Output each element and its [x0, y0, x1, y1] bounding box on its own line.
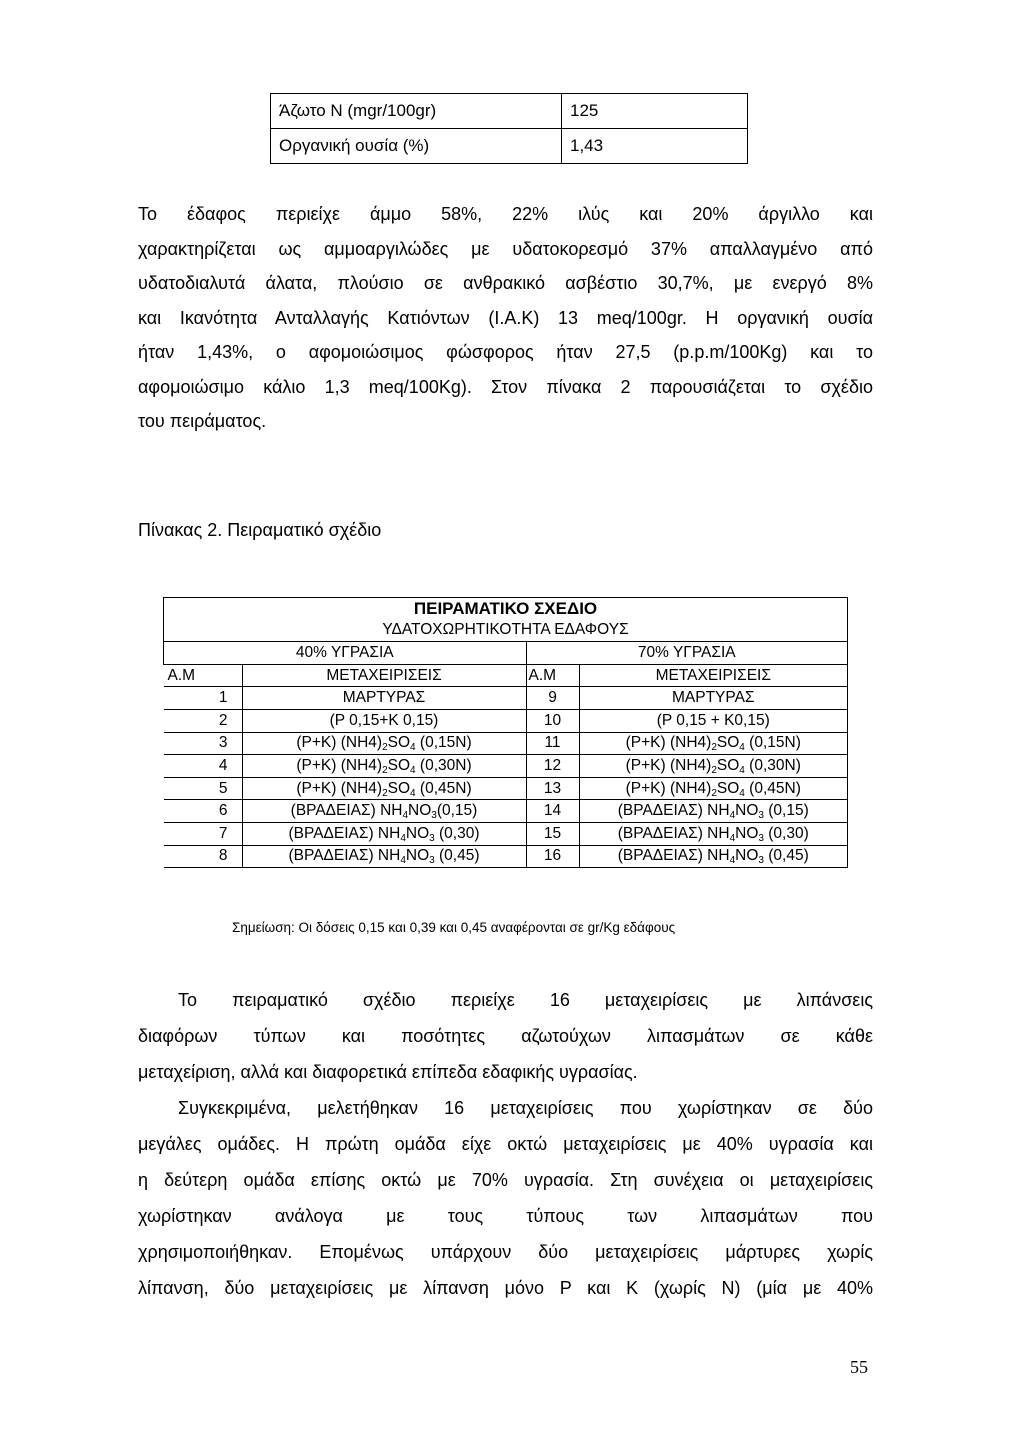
- treatment-number: 6: [164, 800, 243, 823]
- treatment-number: 2: [164, 709, 243, 732]
- treatment-cell: (ΒΡΑΔΕΙΑΣ) $NH_4NO_3$ (0,45): [579, 845, 848, 868]
- table-row: [271, 129, 748, 164]
- treatment-number: 13: [526, 777, 579, 800]
- text-line: χρησιμοποιήθηκαν. Επομένως υπάρχουν δύο μεταχειρίσεις μάρτυρες χωρίς: [138, 1242, 873, 1262]
- table-row: [271, 94, 748, 129]
- treatment-cell: ΜΑΡΤΥΡΑΣ: [242, 687, 526, 710]
- intro-paragraph: [138, 197, 873, 439]
- text-line: μεταχείριση, αλλά και διαφορετικά επίπεδα εδαφικής υγρασίας.: [138, 1062, 638, 1082]
- text-line: χαρακτηρίζεται ως αμμοαργιλώδες με υδατοκορεσμό 37% απαλλαγμένο από: [138, 238, 873, 259]
- text-line: ήταν 1,43%, ο αφομοιώσιμος φώσφορος ήταν 27,5 (p.p.m/100Kg) και το: [138, 342, 873, 362]
- table-row: [164, 845, 848, 868]
- treatment-cell: (P+K) $(NH4)_2SO_4$ (0,15N): [242, 732, 526, 755]
- experiment-design-table: [163, 597, 848, 868]
- treatment-number: 5: [164, 777, 243, 800]
- column-header: Α.Μ: [164, 664, 243, 687]
- treatment-cell: (P+K) $(NH4)_2SO_4$ (0,45N): [579, 777, 848, 800]
- treatment-cell: (ΒΡΑΔΕΙΑΣ) $NH_4NO_3(0,15)$: [242, 800, 526, 823]
- text-line: του πειράματος.: [138, 411, 267, 431]
- treatment-cell: (P 0,15+K 0,15): [242, 709, 526, 732]
- treatment-cell: (ΒΡΑΔΕΙΑΣ) $NH_4NO_3$ (0,45): [242, 845, 526, 868]
- soil-properties-table: [270, 93, 748, 164]
- treatment-number: 1: [164, 687, 243, 710]
- text-line: διαφόρων τύπων και ποσότητες αζωτούχων λιπασμάτων σε κάθε: [138, 1026, 873, 1046]
- table-row: [164, 687, 848, 710]
- treatment-number: 7: [164, 822, 243, 845]
- treatment-number: 8: [164, 845, 243, 868]
- group-header-70: 70% ΥΓΡΑΣΙΑ: [526, 642, 848, 665]
- treatment-number: 4: [164, 755, 243, 778]
- treatment-cell: (P+K) $(NH4)_2SO_4$ (0,30N): [579, 755, 848, 778]
- treatment-number: 16: [526, 845, 579, 868]
- column-header-row: [164, 664, 848, 687]
- table-cell: Οργανική ουσία (%): [271, 129, 562, 164]
- column-header: ΜΕΤΑΧΕΙΡΙΣΕΙΣ: [242, 664, 526, 687]
- text-line: μεγάλες ομάδες. Η πρώτη ομάδα είχε οκτώ μεταχειρίσεις με 40% υγρασία και: [138, 1134, 873, 1154]
- table-title-row: [164, 598, 848, 620]
- text-line: Το πειραματικό σχέδιο περιείχε 16 μεταχειρίσεις με λιπάνσεις: [178, 990, 873, 1010]
- treatment-number: 12: [526, 755, 579, 778]
- table-cell: 125: [562, 94, 748, 129]
- group-header-row: [164, 642, 848, 665]
- group-header-40: 40% ΥΓΡΑΣΙΑ: [164, 642, 527, 665]
- text-line: και Ικανότητα Ανταλλαγής Κατιόντων (I.A.K) 13 meq/100gr. Η οργανική ουσία: [138, 307, 873, 328]
- treatment-number: 3: [164, 732, 243, 755]
- body-text: [138, 982, 873, 1306]
- text-line: αφομοιώσιμο κάλιο 1,3 meq/100Kg). Στον πίνακα 2 παρουσιάζεται το σχέδιο: [138, 376, 873, 397]
- treatment-cell: (ΒΡΑΔΕΙΑΣ) $NH_4NO_3$ (0,30): [242, 822, 526, 845]
- table-note: Σημείωση: Οι δόσεις 0,15 και 0,39 και 0,45 αναφέρονται σε gr/Kg εδάφους: [232, 920, 676, 935]
- treatment-cell: (P+K) $(NH4)_2SO_4$ (0,30N): [242, 755, 526, 778]
- table-row: [164, 822, 848, 845]
- treatment-cell: (P+K) $(NH4)_2SO_4$ (0,15N): [579, 732, 848, 755]
- table-row: [164, 755, 848, 778]
- table-row: [164, 732, 848, 755]
- treatment-number: 11: [526, 732, 579, 755]
- text-line: λίπανση, δύο μεταχειρίσεις με λίπανση μόνο P και K (χωρίς N) (μία με 40%: [138, 1278, 873, 1298]
- text-line: χωρίστηκαν ανάλογα με τους τύπους των λιπασμάτων που: [138, 1206, 873, 1226]
- treatment-number: 9: [526, 687, 579, 710]
- text-line: η δεύτερη ομάδα επίσης οκτώ με 70% υγρασία. Στη συνέχεια οι μεταχειρίσεις: [138, 1170, 873, 1190]
- treatment-cell: (P+K) $(NH4)_2SO_4$ (0,45N): [242, 777, 526, 800]
- column-header: ΜΕΤΑΧΕΙΡΙΣΕΙΣ: [579, 664, 848, 687]
- treatment-cell: (ΒΡΑΔΕΙΑΣ) $NH_4NO_3$ (0,15): [579, 800, 848, 823]
- table-title: ΠΕΙΡΑΜΑΤΙΚΟ ΣΧΕΔΙΟ: [164, 598, 848, 620]
- page-number: 55: [850, 1357, 868, 1377]
- treatment-number: 14: [526, 800, 579, 823]
- table-row: [164, 800, 848, 823]
- table-row: [164, 709, 848, 732]
- text-line: υδατοδιαλυτά άλατα, πλούσιο σε ανθρακικό ασβέστιο 30,7%, με ενεργό 8%: [138, 273, 873, 293]
- table-cell: Άζωτο Ν (mgr/100gr): [271, 94, 562, 129]
- table-cell: 1,43: [562, 129, 748, 164]
- treatment-number: 10: [526, 709, 579, 732]
- treatment-cell: ΜΑΡΤΥΡΑΣ: [579, 687, 848, 710]
- text-line: Συγκεκριμένα, μελετήθηκαν 16 μεταχειρίσεις που χωρίστηκαν σε δύο: [178, 1098, 873, 1118]
- table-subtitle: ΥΔΑΤΟΧΩΡΗΤΙΚΟΤΗΤΑ ΕΔΑΦΟΥΣ: [164, 620, 848, 642]
- treatment-cell: (ΒΡΑΔΕΙΑΣ) $NH_4NO_3$ (0,30): [579, 822, 848, 845]
- treatment-number: 15: [526, 822, 579, 845]
- table-subtitle-row: [164, 620, 848, 642]
- table-row: [164, 777, 848, 800]
- column-header: Α.Μ: [526, 664, 579, 687]
- table-caption: Πίνακας 2. Πειραματικό σχέδιο: [138, 520, 382, 540]
- treatment-cell: (P 0,15 + K0,15): [579, 709, 848, 732]
- text-line: Το έδαφος περιείχε άμμο 58%, 22% ιλύς και 20% άργιλλο και: [138, 204, 873, 224]
